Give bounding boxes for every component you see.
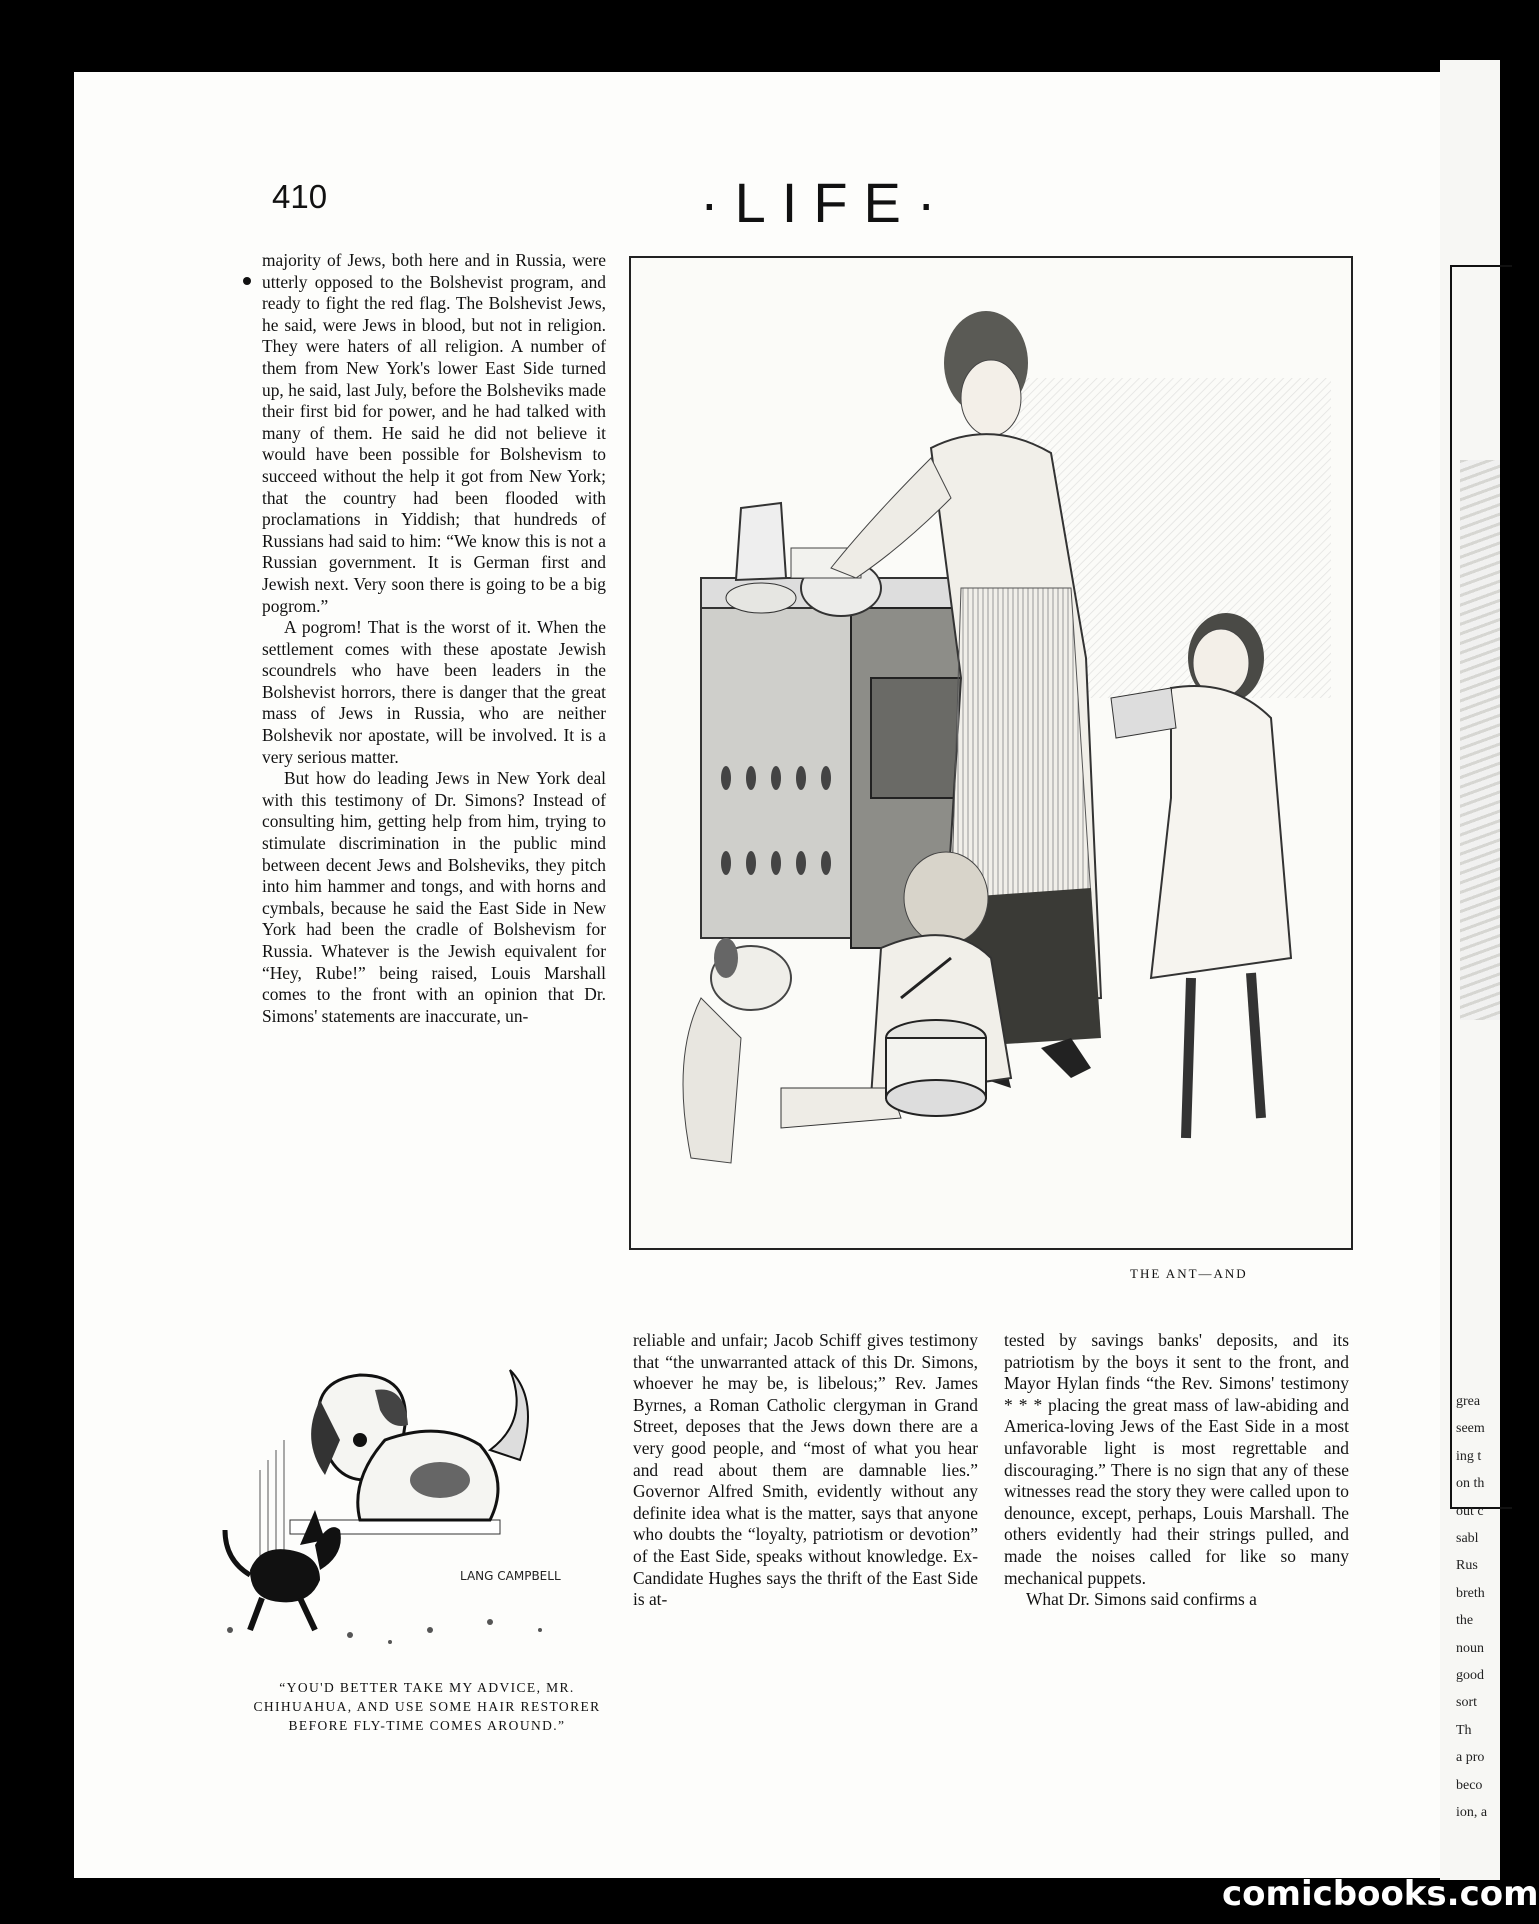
adjacent-illustration — [1460, 460, 1500, 1020]
article-column-1 — [262, 250, 606, 1027]
paragraph: tested by savings banks' deposits, and its patriotism by the boys it sent to the front, and Mayor Hylan finds “the Rev. Simons' testimony * * * placing the great mass of law-abiding and America-loving Jews of the East Side in a most unfavorable light is most regrettable and discouraging.” There is no sign that any of these witnesses read the story they were called upon to denounce, except, perhaps, Louis Marshall. The others evidently had their strings pulled, and made the noises called for like so many mechanical puppets. — [1004, 1330, 1349, 1588]
site-watermark: comicbooks.com — [1222, 1874, 1539, 1914]
paragraph: reliable and unfair; Jacob Schiff gives testimony that “the unwarranted attack of this Dr. Simons, whoever he may be, is libelous;” Rev. James Byrnes, a Roman Catholic clergyman in Grand Street, deposes that the Jews down there are a very good people, and “most of what you hear and read about them are damnable lies.” Governor Alfred Smith, evidently without any definite idea what is the matter, says that anyone who doubts the “loyalty, patriotism or devotion” of the East Side, speaks without knowledge. Ex-Candidate Hughes says the thrift of the East Side is at- — [633, 1330, 978, 1610]
article-column-2 — [633, 1330, 978, 1611]
article-column-3 — [1004, 1330, 1349, 1611]
cartoon-caption: “YOU'D BETTER TAKE MY ADVICE, MR. CHIHUAHUA, AND USE SOME HAIR RESTORER BEFORE FLY-TIME COMES AROUND.” — [253, 1680, 601, 1733]
paragraph: majority of Jews, both here and in Russia, were utterly opposed to the Bolshevist program, and ready to fight the red flag. The Bolshevist Jews, he said, were Jews in blood, but not in religion. They were haters of all religion. A number of them from New York's lower East Side turned up, he said, last July, before the Bolsheviks made their first bid for power, and he had talked with many of them. He said he did not believe it would have been possible for Bolshevism to succeed without the help it got from New York; that the country had been flooded with proclamations in Yiddish; that hundreds of Russians had said to him: “We know this is not a Russian government. It is German first and Jewish next. Very soon there is going to be a big pogrom.” — [262, 250, 606, 616]
dog-cartoon-drawing — [190, 1330, 610, 1660]
kitchen-illustration — [629, 256, 1353, 1250]
dog-cartoon — [190, 1330, 610, 1660]
paragraph: But how do leading Jews in New York deal with this testimony of Dr. Simons? Instead of consulting him, getting help from him, trying to stimulate discrimination in the public mind between decent Jews and Bolsheviks, they pitch into him hammer and tongs, and with horns and cymbals, because he said the East Side in New York had been the cradle of Bolshevism for Russia. Whatever is the Jewish equivalent for “Hey, Rube!” being raised, Louis Marshall comes to the front with an opinion that Dr. Simons' statements are inaccurate, un- — [262, 768, 606, 1026]
margin-dot — [243, 277, 251, 285]
page-number: 410 — [272, 178, 328, 215]
adjacent-page — [1440, 60, 1500, 1880]
masthead-title: ·LIFE· — [700, 171, 952, 234]
kitchen-scene-drawing — [631, 258, 1351, 1248]
adjacent-text: grea seem ing t on th out c sabl Rus breth the noun good sort Th a pro beco ion, a — [1456, 1394, 1488, 1821]
big-dog — [311, 1370, 528, 1520]
illustration-caption: THE ANT—AND — [1130, 1266, 1248, 1281]
cartoon-signature: LANG CAMPBELL — [460, 1569, 561, 1583]
paragraph: What Dr. Simons said confirms a — [1026, 1589, 1257, 1610]
paragraph: A pogrom! That is the worst of it. When the settlement comes with these apostate Jewish scoundrels who have been leaders in the Bolshevist horrors, there is danger that the great mass of Jews in Russia, who are neither Bolshevik nor apostate, will be involved. It is a very serious matter. — [262, 617, 606, 767]
